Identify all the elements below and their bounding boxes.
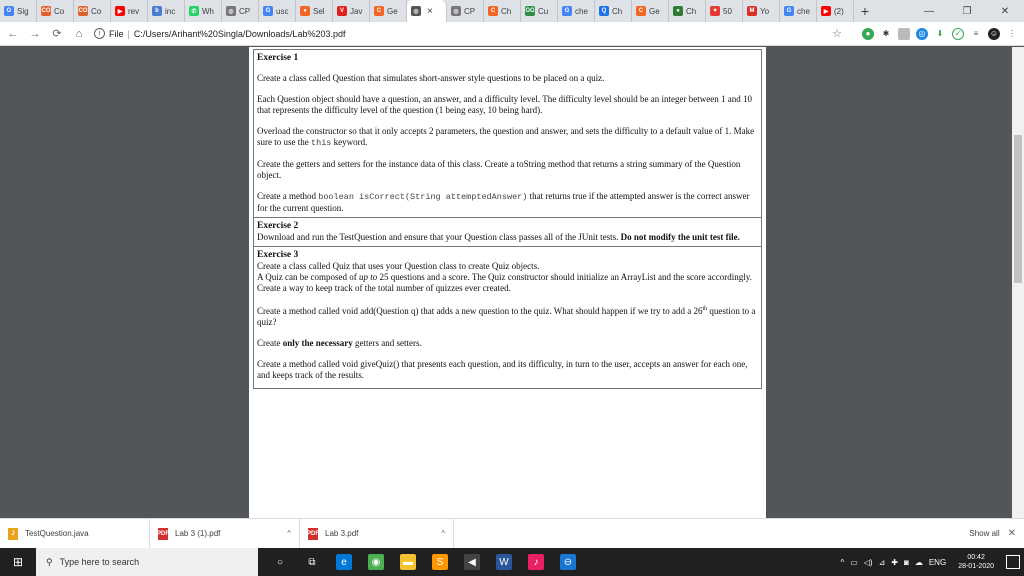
network-icon[interactable]: ⊿ <box>878 557 886 567</box>
pdf-scrollbar[interactable] <box>1012 47 1024 518</box>
browser-tab[interactable] <box>0 0 37 22</box>
tab-label: usc <box>276 6 289 16</box>
browser-tab[interactable] <box>780 0 817 22</box>
inline-code: boolean isCorrect(String attemptedAnswer) <box>318 192 528 202</box>
media-icon[interactable]: ◀ <box>464 554 480 570</box>
url-separator: | <box>127 28 130 39</box>
text-run: Download and run the TestQuestion and ensure that your Question class passes all of the JUnit tests. <box>257 232 621 242</box>
downloads-bar <box>0 518 1024 548</box>
tab-favicon-icon: G <box>4 6 14 16</box>
volume-icon[interactable]: ◁) <box>863 557 873 567</box>
tab-label: (2) <box>834 6 844 16</box>
windows-taskbar <box>0 548 1024 576</box>
file-icon: PDF <box>158 528 168 540</box>
url-scheme: File <box>109 28 124 39</box>
forward-button[interactable]: → <box>29 27 41 40</box>
download-item[interactable] <box>150 519 300 549</box>
tab-label: CP <box>464 6 476 16</box>
exercise-1-para <box>257 191 757 214</box>
battery-icon[interactable]: ▭ <box>850 557 858 567</box>
word-icon[interactable]: W <box>496 554 512 570</box>
browser-tab[interactable] <box>333 0 370 22</box>
text-run: A Quiz can be composed of <box>257 272 359 282</box>
extension-icon[interactable] <box>898 28 910 40</box>
browser-tab[interactable] <box>558 0 595 22</box>
tab-favicon-icon: ✆ <box>189 6 199 16</box>
url-text[interactable]: C:/Users/Arihant%20Singla/Downloads/Lab%203.pdf <box>133 28 346 39</box>
taskbar-apps <box>272 554 576 570</box>
clock-date: 28-01-2020 <box>958 563 994 570</box>
download-filename: Lab 3.pdf <box>325 529 359 538</box>
tab-favicon-icon: ◎ <box>411 6 421 16</box>
tab-label: Jav <box>350 6 363 16</box>
browser-tab[interactable] <box>743 0 780 22</box>
text-run: getters and setters. <box>352 338 422 348</box>
minimize-button[interactable]: — <box>924 5 934 17</box>
exercise-1-para: Create a class called Question that simulates short-answer style questions to be placed on a quiz. <box>257 73 605 83</box>
text-run: that returns true if the attempted answer is the correct answer for the current question. <box>257 191 750 213</box>
pdf-viewer[interactable] <box>0 47 1024 518</box>
file-icon: J <box>8 528 18 540</box>
text-run: Create <box>257 338 283 348</box>
tab-favicon-icon: G <box>263 6 273 16</box>
search-placeholder: Type here to search <box>59 557 140 567</box>
extension-icon[interactable]: ≡ <box>973 29 979 38</box>
menu-icon[interactable]: ⋮ <box>1008 29 1016 38</box>
text-run: Overload the constructor so that it only accepts 2 parameters, the question and answer, and sets the difficulty to a default value of 1. Make sure to use the <box>257 126 755 147</box>
download-filename: Lab 3 (1).pdf <box>175 529 221 538</box>
tray-chevron-icon[interactable]: ^ <box>840 557 845 567</box>
task-view-icon[interactable]: ⧉ <box>304 554 320 570</box>
exercise-3-cell <box>254 247 761 388</box>
exercise-3-para: Create a class called Quiz that uses your Question class to create Quiz objects. <box>257 261 540 271</box>
browser-tab[interactable] <box>296 0 333 22</box>
exercise-1-cell <box>254 50 761 218</box>
tab-strip <box>0 0 1024 22</box>
inline-code: this <box>311 138 332 148</box>
extension-icon[interactable]: ⬇ <box>936 29 944 38</box>
download-item[interactable] <box>0 519 150 549</box>
tab-favicon-icon: ● <box>300 6 310 16</box>
browser-tab[interactable] <box>370 0 407 22</box>
tab-label: Ge <box>387 6 398 16</box>
browser-tab[interactable] <box>632 0 669 22</box>
chevron-up-icon[interactable]: ^ <box>287 529 291 538</box>
show-all-downloads-button[interactable]: Show all <box>969 529 1000 538</box>
exercise-1-para: Create the getters and setters for the instance data of this class. Create a toString method that returns a string summary of the Question object. <box>257 159 741 180</box>
tab-favicon-icon: ◎ <box>451 6 461 16</box>
bookmark-star-icon[interactable]: ☆ <box>832 28 842 40</box>
window-controls <box>910 0 1024 22</box>
browser-tab[interactable] <box>148 0 185 22</box>
browser-tab[interactable] <box>111 0 148 22</box>
text-run: keyword. <box>331 137 368 147</box>
text-run: 25 questions and a score. The Quiz constructor should initialize an ArrayList and the score accordingly. Create a way to keep track of the total number of quizzes ever created. <box>257 272 752 293</box>
tab-favicon-icon: C <box>488 6 498 16</box>
tab-favicon-icon: ▶ <box>115 6 125 16</box>
exercise-3-heading: Exercise 3 <box>257 250 299 260</box>
chrome-icon[interactable]: ◉ <box>368 554 384 570</box>
browser-tab[interactable] <box>669 0 706 22</box>
close-downloads-bar-icon[interactable]: ✕ <box>1007 528 1016 539</box>
tab-label: rev <box>128 6 140 16</box>
browser-tab[interactable] <box>484 0 521 22</box>
info-icon[interactable]: i <box>94 28 105 39</box>
tab-favicon-icon: G <box>784 6 794 16</box>
close-window-button[interactable]: ✕ <box>1000 5 1010 17</box>
browser-tab[interactable] <box>407 0 447 22</box>
tab-label: 50 <box>723 6 732 16</box>
tab-label: inc <box>165 6 176 16</box>
tab-favicon-icon: b <box>152 6 162 16</box>
tab-label: Yo <box>760 6 770 16</box>
browser-tab[interactable] <box>595 0 632 22</box>
extension-icon[interactable]: ✓ <box>952 28 964 40</box>
exercise-1-para <box>257 126 757 149</box>
tab-label: Co <box>91 6 102 16</box>
tab-label: che <box>797 6 810 16</box>
maximize-button[interactable]: ❐ <box>962 5 972 17</box>
tab-favicon-icon: ♥ <box>710 6 720 16</box>
reload-button[interactable]: ⟳ <box>52 28 62 40</box>
browser-tab[interactable] <box>222 0 259 22</box>
extensions-area <box>862 28 1018 40</box>
exercise-2-heading: Exercise 2 <box>257 221 299 231</box>
browser-tab[interactable] <box>521 0 558 22</box>
text-run: Create a method <box>257 191 319 201</box>
tab-favicon-icon: G <box>562 6 572 16</box>
tab-label: Sig <box>17 6 29 16</box>
chevron-up-icon[interactable]: ^ <box>441 529 445 538</box>
tab-favicon-icon: ▶ <box>821 6 831 16</box>
tab-favicon-icon: CO <box>41 8 51 14</box>
extension-icon[interactable]: ✱ <box>882 29 890 38</box>
bold-text: Do not modify the unit test file. <box>620 232 740 242</box>
browser-toolbar <box>0 22 1024 46</box>
superscript: th <box>702 306 708 312</box>
browser-tab[interactable] <box>185 0 222 22</box>
tab-favicon-icon: ◎ <box>226 6 236 16</box>
file-explorer-icon[interactable]: ▬ <box>400 554 416 570</box>
extension-icon[interactable]: ◎ <box>916 28 928 40</box>
tab-label: Sel <box>313 6 325 16</box>
system-tray <box>840 553 1024 571</box>
tray-app-icon[interactable]: ◙ <box>904 557 909 567</box>
tab-favicon-icon: C <box>374 6 384 16</box>
browser-tab[interactable] <box>74 0 111 22</box>
media-player-icon[interactable]: ⊖ <box>560 554 576 570</box>
back-button[interactable]: ← <box>7 27 19 40</box>
home-button[interactable]: ⌂ <box>75 27 83 40</box>
language-indicator[interactable]: ENG <box>928 557 947 567</box>
tab-close-icon[interactable]: × <box>427 5 433 17</box>
tab-favicon-icon: C <box>636 6 646 16</box>
tab-label: Ge <box>649 6 660 16</box>
browser-tab[interactable] <box>817 0 854 22</box>
browser-tab[interactable] <box>706 0 743 22</box>
new-tab-button[interactable]: + <box>860 3 870 19</box>
notification-center-icon[interactable] <box>1006 555 1020 569</box>
search-icon: ⚲ <box>46 556 53 567</box>
tab-label: Wh <box>202 6 214 16</box>
text-run: Create a method called void add(Question q) that adds a new question to the quiz. What should happen if we try to add a 26 <box>257 306 703 316</box>
exercise-2-para <box>257 232 757 243</box>
browser-tab[interactable] <box>447 0 484 22</box>
exercise-1-heading: Exercise 1 <box>257 53 299 63</box>
address-bar[interactable] <box>94 25 812 43</box>
tab-favicon-icon: Q <box>599 6 609 16</box>
scrollbar-thumb[interactable] <box>1014 135 1022 283</box>
tab-label: che <box>575 6 588 16</box>
edge-icon[interactable]: e <box>336 554 352 570</box>
avatar[interactable]: ☺ <box>989 29 999 38</box>
clock[interactable] <box>958 553 994 571</box>
start-button[interactable]: ⊞ <box>12 555 24 569</box>
exercise-2-cell <box>254 218 761 247</box>
tab-favicon-icon: GG <box>525 8 535 14</box>
tab-label: Cu <box>538 6 549 16</box>
taskbar-search-box[interactable] <box>36 548 258 576</box>
download-item[interactable] <box>300 519 454 549</box>
extension-icon[interactable]: ● <box>862 28 874 40</box>
exercise-3-para <box>257 304 757 328</box>
tab-label: CP <box>239 6 251 16</box>
exercise-3-para <box>257 338 757 349</box>
tab-label: Co <box>54 6 65 16</box>
tab-label: Ch <box>686 6 697 16</box>
tab-label: Ch <box>612 6 623 16</box>
file-icon: PDF <box>308 528 318 540</box>
tab-favicon-icon: V <box>337 6 347 16</box>
defender-icon[interactable]: ✚ <box>891 557 898 567</box>
italic-text: up to <box>358 272 378 282</box>
clock-time: 00:42 <box>967 554 985 561</box>
exercise-3-para <box>257 272 757 294</box>
bold-text: only the necessary <box>282 338 353 348</box>
cortana-icon[interactable]: ○ <box>272 554 288 570</box>
tab-favicon-icon: ● <box>673 6 683 16</box>
music-icon[interactable]: ♪ <box>528 554 544 570</box>
sublime-icon[interactable]: S <box>432 554 448 570</box>
text-run: question to a quiz? <box>257 306 756 327</box>
pdf-exercise-table <box>253 49 762 389</box>
download-filename: TestQuestion.java <box>25 529 89 538</box>
browser-tab[interactable] <box>37 0 74 22</box>
onedrive-icon[interactable]: ☁ <box>914 557 923 567</box>
browser-tab[interactable] <box>259 0 296 22</box>
tab-label: Ch <box>501 6 512 16</box>
tab-favicon-icon: CO <box>78 8 88 14</box>
exercise-1-para: Each Question object should have a question, an answer, and a difficulty level. The difficulty level should be an integer between 1 and 10 that represents the difficulty level of the question (1 being easy, 10 being hard). <box>257 94 752 115</box>
tab-favicon-icon: M <box>747 6 757 16</box>
exercise-3-para: Create a method called void giveQuiz() that presents each question, and its difficulty, in turn to the user, accepts an answer for each one, and keeps track of the results. <box>257 359 748 380</box>
